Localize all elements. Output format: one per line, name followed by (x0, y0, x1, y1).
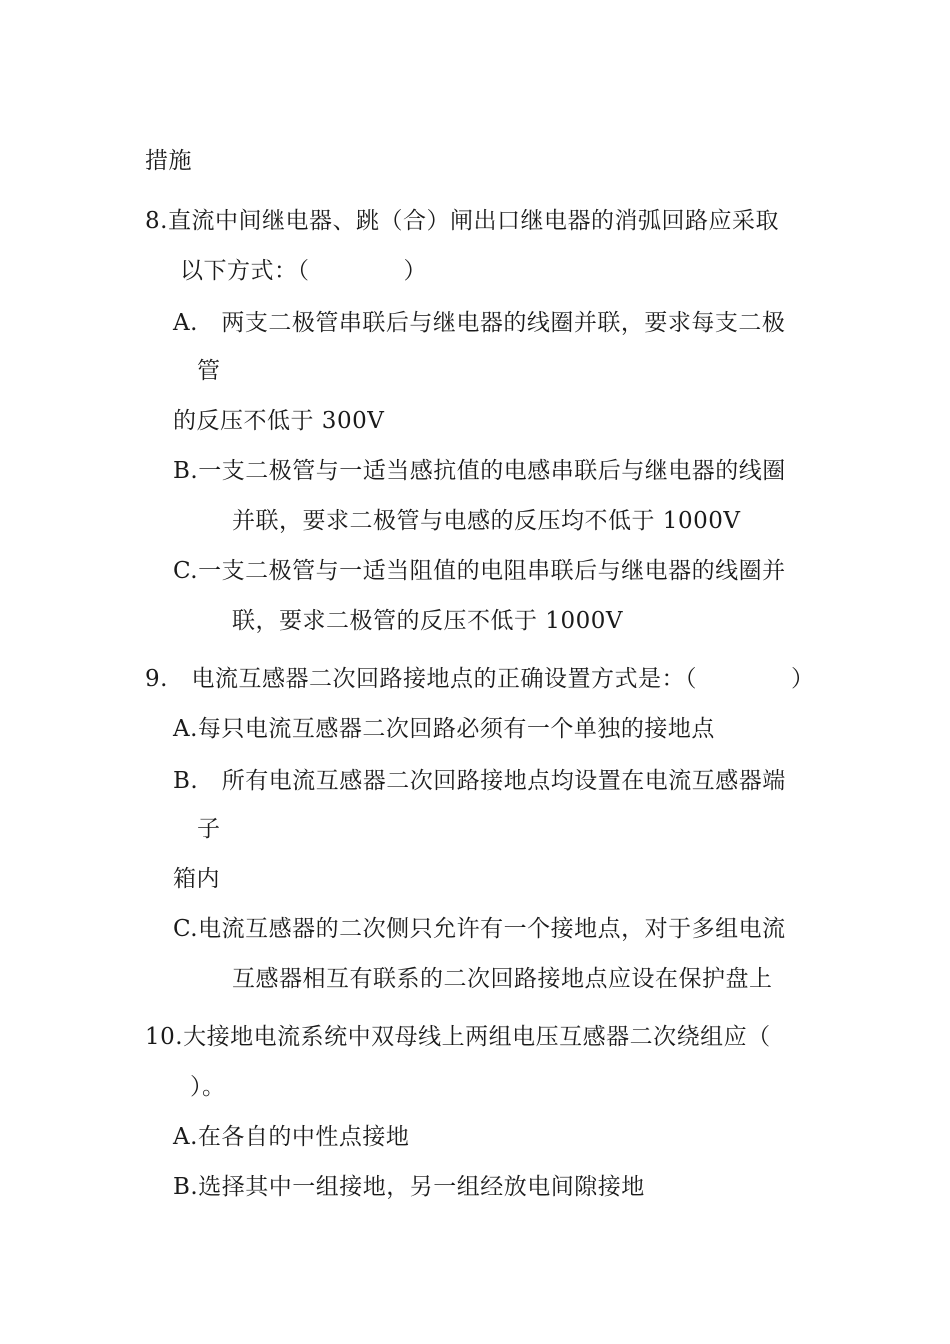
question-10: 10.大接地电流系统中双母线上两组电压互感器二次绕组应（ (145, 1024, 771, 1050)
question-8-option-c-cont: 联，要求二极管的反压不低于 1000V (232, 608, 623, 634)
question-10-option-a: A.在各自的中性点接地 (173, 1124, 410, 1150)
question-8: 8.直流中间继电器、跳（合）闸出口继电器的消弧回路应采取 (145, 208, 779, 234)
question-8-option-c: C.一支二极管与一适当阻值的电阻串联后与继电器的线圈并 (173, 558, 786, 584)
question-10-option-b: B.选择其中一组接地，另一组经放电间隙接地 (173, 1174, 645, 1200)
question-10-cont: ）。 (190, 1074, 226, 1100)
question-8-option-a-cont2: 的反压不低于 300V (173, 408, 385, 434)
question-9-option-b-cont2: 箱内 (173, 866, 220, 892)
question-8-option-b: B.一支二极管与一适当感抗值的电感串联后与继电器的线圈 (173, 458, 786, 484)
question-9-option-c: C.电流互感器的二次侧只允许有一个接地点，对于多组电流 (173, 916, 786, 942)
question-9-option-a: A.每只电流互感器二次回路必须有一个单独的接地点 (173, 716, 715, 742)
text-line-1: 措施 (145, 148, 192, 174)
question-8-option-b-cont: 并联，要求二极管与电感的反压均不低于 1000V (232, 508, 741, 534)
question-9-option-b-cont1: 子 (197, 816, 221, 842)
question-8-option-a: A. 两支二极管串联后与继电器的线圈并联，要求每支二极 (173, 310, 786, 336)
question-9: 9. 电流互感器二次回路接地点的正确设置方式是：（ ） (145, 666, 815, 692)
question-9-option-b: B. 所有电流互感器二次回路接地点均设置在电流互感器端 (173, 768, 786, 794)
question-8-option-a-cont1: 管 (197, 358, 221, 384)
question-9-option-c-cont: 互感器相互有联系的二次回路接地点应设在保护盘上 (232, 966, 773, 992)
question-8-cont: 以下方式：（ ） (180, 258, 427, 284)
